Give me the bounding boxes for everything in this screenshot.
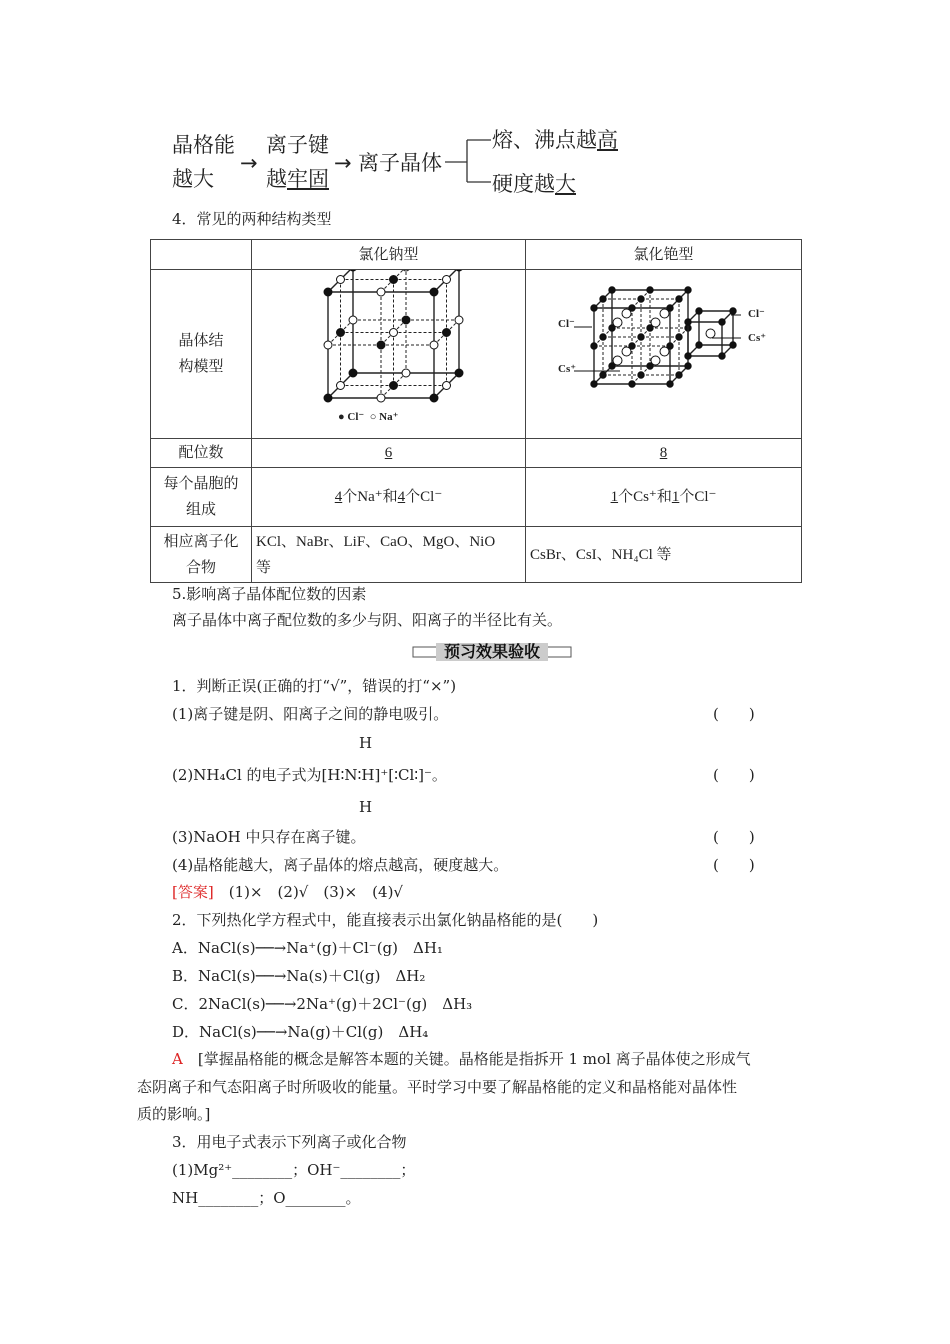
row-label-text: 相应离子化	[163, 533, 239, 550]
flow-hardness	[492, 171, 576, 197]
flow-text: 越	[266, 167, 287, 191]
nacl-coord	[252, 439, 526, 468]
cl-ion	[638, 334, 644, 340]
text: (2)NH₄Cl 的电子式为	[172, 766, 322, 784]
cs-ion	[613, 318, 622, 327]
cl-ion	[430, 288, 438, 296]
na-ion	[443, 276, 451, 284]
row-label-compounds	[151, 527, 252, 583]
cl-ion	[719, 319, 725, 325]
q1-item-3: (3)NaOH 中只存在离子键。	[172, 828, 366, 846]
cl-ion	[337, 329, 345, 337]
nacl-model-cell	[252, 270, 526, 439]
cl-ion	[609, 287, 615, 293]
q1-item-4: (4)晶格能越大，离子晶体的熔点越高，硬度越大。	[172, 856, 509, 874]
row-label-model	[151, 270, 252, 439]
flow-ionic-bond: 离子键	[266, 133, 329, 157]
structure-table	[150, 239, 802, 583]
cl-ion	[455, 369, 463, 377]
answer-paren: ( )	[713, 828, 755, 846]
q2-explanation-1	[172, 1049, 751, 1069]
answer: 1	[610, 489, 619, 505]
cs-ion	[660, 347, 669, 356]
q1-answer	[172, 882, 403, 902]
row-label-text: 每个晶胞的	[163, 476, 239, 492]
table-header-nacl: 氯化钠型	[252, 240, 526, 270]
row-label-text: 组成	[185, 502, 216, 518]
nacl-coord-value: 6	[384, 445, 393, 461]
cscl-coord	[526, 439, 802, 468]
flow-melting-point	[492, 127, 618, 153]
text: KCl、NaBr、LiF、CaO、MgO、NiO	[256, 533, 496, 550]
row-label-text: 合物	[185, 559, 216, 576]
text: 个Cl⁻	[405, 489, 443, 505]
q2-option-b: B．NaCl(s)──→Na(s)＋Cl(g) ΔH₂	[172, 967, 426, 985]
cscl-compounds: CsBr、CsI、NH₄Cl 等	[526, 527, 802, 583]
q2-explanation-3: 质的影响。]	[137, 1105, 211, 1123]
nacl-legend: ● Cl⁻ ○ Na⁺	[338, 411, 399, 423]
cscl-crystal-diagram	[526, 270, 801, 438]
q2-title: 2．下列热化学方程式中，能直接表示出氯化钠晶格能的是( )	[172, 911, 599, 929]
section-5-heading: 5.影响离子晶体配位数的因素	[172, 585, 367, 603]
cl-ion	[324, 394, 332, 402]
cl-ion	[443, 329, 451, 337]
row-label-coord: 配位数	[151, 439, 252, 468]
text: 个Cs⁺和	[618, 489, 672, 505]
nacl-comp	[252, 468, 526, 527]
text: 等	[256, 559, 272, 576]
na-ion	[349, 316, 357, 324]
cl-ion	[676, 372, 682, 378]
answer-text: (1)× (2)√ (3)× (4)√	[228, 883, 403, 901]
flow-lattice-energy: 晶格能	[172, 133, 235, 157]
na-ion	[443, 382, 451, 390]
nacl-compounds	[252, 527, 526, 583]
cl-ion	[667, 381, 673, 387]
row-label-comp	[151, 468, 252, 527]
cl-ion	[349, 369, 357, 377]
cl-ion	[638, 372, 644, 378]
text: 个Cl⁻	[679, 489, 717, 505]
cl-ion	[676, 296, 682, 302]
electron-formula: [H∶N∶H]⁺[∶Cl∶]⁻。	[321, 766, 447, 784]
q1-item-1: (1)离子键是阴、阳离子之间的静电吸引。	[172, 705, 449, 723]
answer: 4	[334, 489, 343, 505]
legend-na: Na⁺	[379, 411, 399, 423]
cl-ion	[696, 342, 702, 348]
flow-answer: 高	[597, 128, 618, 152]
q1-item-2	[172, 765, 447, 785]
cl-ion	[730, 308, 736, 314]
section-4-heading: 4．常见的两种结构类型	[172, 210, 332, 228]
answer: 4	[397, 489, 406, 505]
flow-text: 硬度越	[492, 172, 555, 196]
q2-explanation-2: 态阴离子和气态阳离子时所吸收的能量。平时学习中要了解晶格能的定义和晶格能对晶体性	[137, 1078, 738, 1096]
cl-ion	[730, 342, 736, 348]
cl-ion	[647, 287, 653, 293]
text: 个Na⁺和	[342, 489, 398, 505]
legend-cl: Cl⁻	[347, 411, 365, 423]
cscl-coord-value: 8	[659, 445, 668, 461]
cl-ion	[719, 353, 725, 359]
na-ion	[377, 288, 385, 296]
na-ion	[430, 341, 438, 349]
h-atom: H	[359, 734, 373, 752]
cs-ion	[651, 318, 660, 327]
na-ion	[390, 329, 398, 337]
cl-ion	[430, 394, 438, 402]
q2-option-c: C．2NaCl(s)──→2Na⁺(g)＋2Cl⁻(g) ΔH₃	[172, 995, 473, 1013]
cl-ion	[591, 381, 597, 387]
answer-paren: ( )	[713, 766, 755, 784]
cl-ion	[600, 372, 606, 378]
row-label-text: 晶体结构模型	[178, 333, 224, 375]
q3-title: 3．用电子式表示下列离子或化合物	[172, 1133, 407, 1151]
cl-ion	[455, 270, 463, 271]
cl-ion	[349, 270, 357, 271]
cl-ion	[402, 316, 410, 324]
cl-ion	[676, 334, 682, 340]
h-atom: H	[359, 798, 373, 816]
answer-letter: A	[172, 1050, 183, 1068]
cl-ion	[390, 382, 398, 390]
cscl-label-cs-small: Cs⁺	[748, 332, 767, 344]
cl-ion	[685, 319, 691, 325]
cscl-label-cs: Cs⁺	[558, 363, 577, 375]
flow-text: 熔、沸点越	[492, 128, 597, 152]
cl-ion	[591, 305, 597, 311]
q3-line-1: (1)Mg²⁺________；OH⁻________；	[172, 1161, 416, 1179]
cl-ion	[638, 296, 644, 302]
section-5-text: 离子晶体中离子配位数的多少与阴、阳离子的半径比有关。	[172, 611, 563, 629]
cs-ion	[660, 309, 669, 318]
bracket-icon	[445, 135, 495, 187]
flow-ionic-crystal: 离子晶体	[358, 151, 442, 175]
na-ion	[402, 270, 410, 271]
cl-ion	[390, 276, 398, 284]
section-banner	[412, 641, 572, 663]
table-header-empty	[151, 240, 252, 270]
cscl-model-cell	[526, 270, 802, 439]
cl-ion	[600, 334, 606, 340]
na-ion	[324, 341, 332, 349]
banner-title: 预习效果验收	[443, 642, 540, 661]
arrow-icon: →	[240, 151, 258, 175]
cl-ion	[696, 308, 702, 314]
cl-ion	[324, 288, 332, 296]
cl-ion	[629, 381, 635, 387]
cl-ion	[685, 287, 691, 293]
cscl-label-cl-small: Cl⁻	[748, 308, 765, 320]
cs-ion	[706, 329, 715, 338]
flow-larger: 越大	[172, 167, 214, 191]
q2-option-d: D．NaCl(s)──→Na(g)＋Cl(g) ΔH₄	[172, 1023, 429, 1041]
answer-paren: ( )	[713, 705, 755, 723]
q2-option-a: A．NaCl(s)──→Na⁺(g)＋Cl⁻(g) ΔH₁	[172, 939, 443, 957]
answer: 1	[671, 489, 680, 505]
cl-ion	[600, 296, 606, 302]
cl-ion	[685, 363, 691, 369]
cs-ion	[622, 309, 631, 318]
cs-ion	[613, 356, 622, 365]
na-ion	[377, 394, 385, 402]
flow-stronger	[266, 166, 329, 192]
cscl-comp	[526, 468, 802, 527]
na-ion	[455, 316, 463, 324]
flow-answer: 牢固	[287, 167, 329, 191]
flow-answer: 大	[555, 172, 576, 196]
arrow-icon: →	[334, 151, 352, 175]
na-ion	[402, 369, 410, 377]
na-ion	[337, 276, 345, 284]
cs-ion	[622, 347, 631, 356]
cs-ion	[651, 356, 660, 365]
table-header-cscl: 氯化铯型	[526, 240, 802, 270]
answer-paren: ( )	[713, 856, 755, 874]
cl-ion	[591, 343, 597, 349]
q3-line-2: NH________；O________。	[172, 1189, 361, 1207]
cl-ion	[685, 353, 691, 359]
text: [掌握晶格能的概念是解答本题的关键。晶格能是指拆开 1 mol 离子晶体使之形成气	[197, 1050, 751, 1068]
q1-title: 1．判断正误(正确的打“√”，错误的打“×”)	[172, 677, 457, 695]
na-ion	[337, 382, 345, 390]
answer-tag: [答案]	[172, 883, 214, 901]
cl-ion	[377, 341, 385, 349]
cscl-label-cl: Cl⁻	[558, 318, 575, 330]
